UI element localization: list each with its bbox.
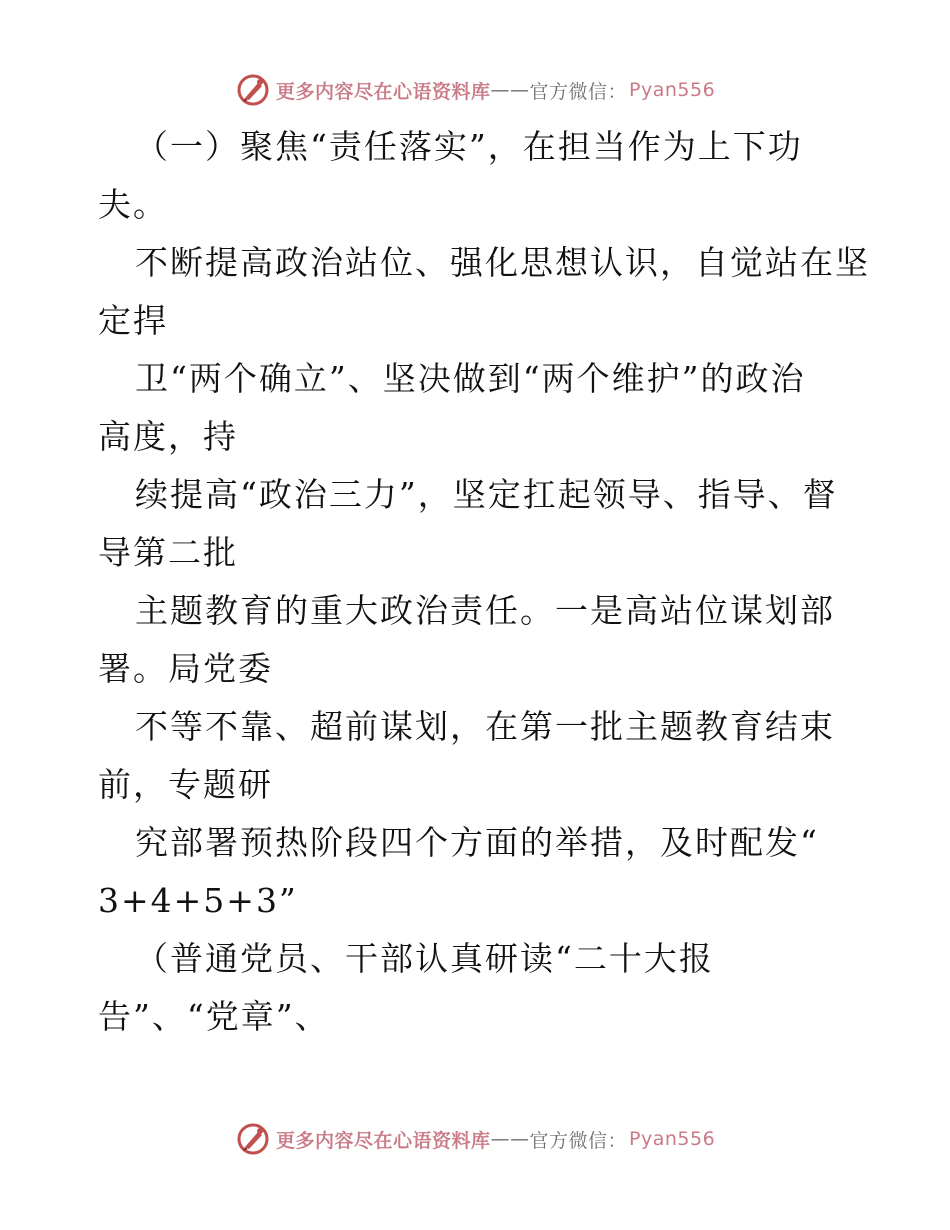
text-line: 定捍	[98, 301, 168, 340]
text-line: 署。局党委	[98, 649, 273, 688]
text-line: 卫“两个确立”、坚决做到“两个维护”的政治	[135, 359, 806, 398]
text-line: 主题教育的重大政治责任。一是高站位谋划部	[135, 591, 835, 630]
text-line: （一）聚焦“责任落实”，在担当作为上下功	[135, 127, 803, 166]
banner-wechat-label: 官方微信：	[529, 1129, 628, 1152]
footer-watermark-banner	[236, 1121, 715, 1157]
text-line: 不断提高政治站位、强化思想认识，自觉站在坚	[135, 243, 870, 282]
text-line: 导第二批	[98, 533, 238, 572]
text-line: 3+4+5+3”	[98, 881, 298, 920]
text-line: 前，专题研	[98, 765, 273, 804]
pen-logo-icon	[236, 1122, 270, 1156]
text-line: 告”、“党章”、	[98, 997, 330, 1036]
text-line: （普通党员、干部认真研读“二十大报	[135, 939, 714, 978]
banner-wechat-account: Pyan556	[629, 1128, 716, 1150]
document-body	[98, 118, 868, 1046]
banner-site-text: 更多内容尽在心语资料库	[276, 1129, 491, 1152]
pen-logo-icon	[236, 73, 270, 107]
banner-dash: ——	[490, 79, 530, 101]
text-line: 高度，持	[98, 417, 238, 456]
banner-wechat-account: Pyan556	[629, 79, 716, 101]
text-line: 不等不靠、超前谋划，在第一批主题教育结束	[135, 707, 835, 746]
text-line: 究部署预热阶段四个方面的举措，及时配发“	[135, 823, 819, 862]
text-line: 续提高“政治三力”，坚定扛起领导、指导、督	[135, 475, 838, 514]
header-watermark-banner	[236, 72, 715, 108]
banner-site-text: 更多内容尽在心语资料库	[276, 80, 491, 103]
banner-wechat-label: 官方微信：	[529, 80, 628, 103]
banner-dash: ——	[490, 1128, 530, 1150]
text-line: 夫。	[98, 185, 168, 224]
